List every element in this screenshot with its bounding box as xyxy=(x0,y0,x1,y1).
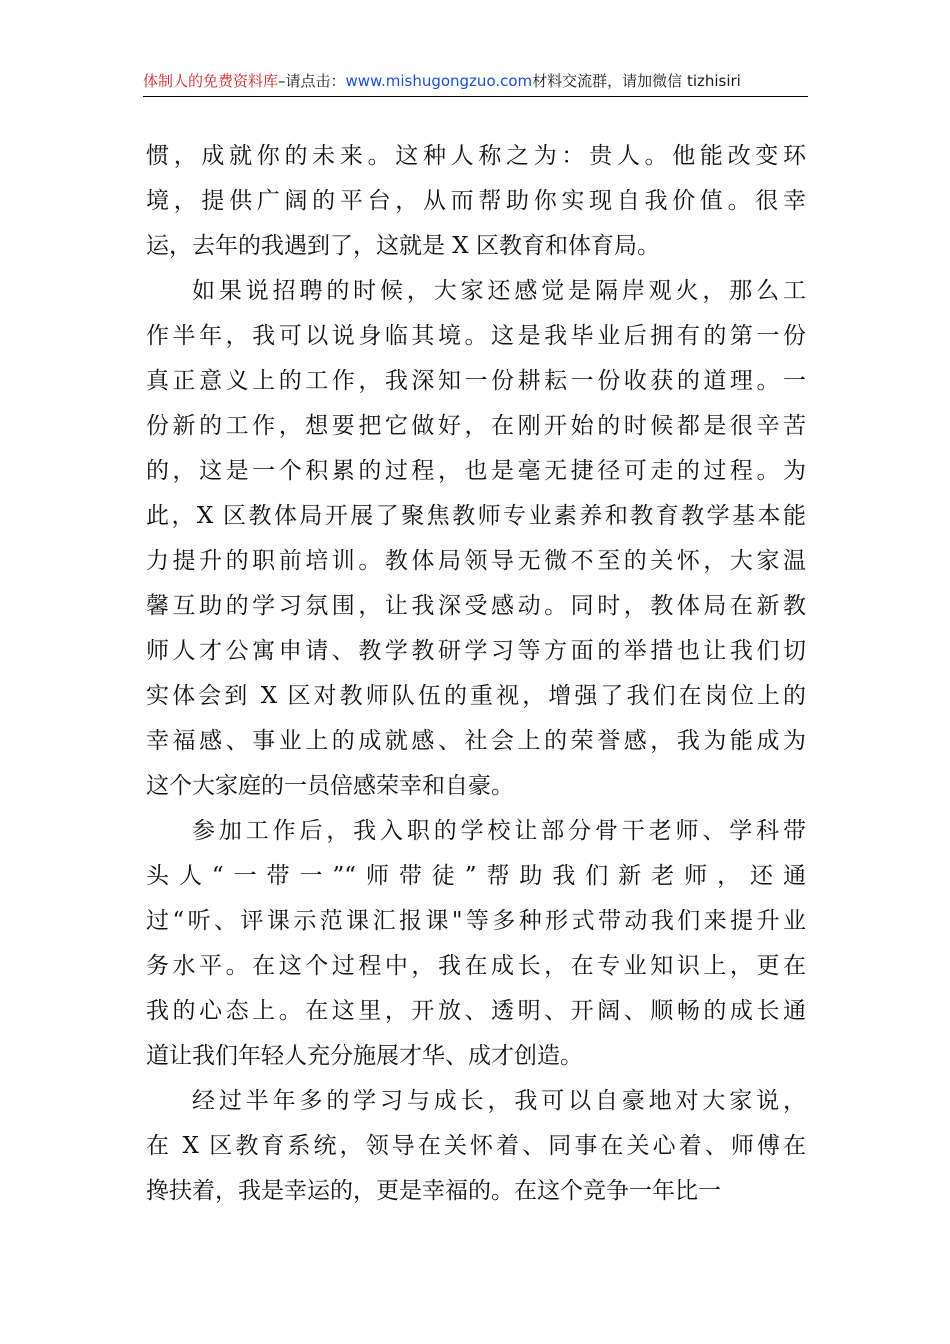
text-line: 运，去年的我遇到了，这就是 X 区教育和体育局。 xyxy=(146,233,660,259)
page-header xyxy=(143,66,808,96)
text-line: 务水平。在这个过程中，我在成长，在专业知识上，更在 xyxy=(146,953,806,979)
text-line: 搀扶着，我是幸运的，更是幸福的。在这个竞争一年比一 xyxy=(146,1178,721,1204)
text-line: 我的心态上。在这里，开放、透明、开阔、顺畅的成长通 xyxy=(146,998,806,1024)
text-line: 如果说招聘的时候，大家还感觉是隔岸观火，那么工 xyxy=(192,278,806,304)
paragraph xyxy=(146,269,806,809)
header-prompt: –请点击： xyxy=(278,72,346,90)
text-line: 师人才公寓申请、教学教研学习等方面的举措也让我们切 xyxy=(146,638,806,664)
text-line: 在 X 区教育系统，领导在关怀着、同事在关心着、师傅在 xyxy=(146,1133,806,1159)
text-line: 幸福感、事业上的成就感、社会上的荣誉感，我为能成为 xyxy=(146,728,806,754)
text-line: 惯，成就你的未来。这种人称之为：贵人。他能改变环 xyxy=(146,143,806,169)
text-line: 的，这是一个积累的过程，也是毫无捷径可走的过程。为 xyxy=(146,458,806,484)
header-url-link[interactable]: www.mishugongzuo.com xyxy=(345,72,533,90)
header-brand: 体制人的免费资料库 xyxy=(143,72,279,90)
document-body xyxy=(146,134,806,1214)
text-line: 真正意义上的工作，我深知一份耕耘一份收获的道理。一 xyxy=(146,368,806,394)
paragraph xyxy=(146,809,806,1079)
text-line: 过“听、评课示范课汇报课"等多种形式带动我们来提升业 xyxy=(146,908,806,934)
text-line: 作半年，我可以说身临其境。这是我毕业后拥有的第一份 xyxy=(146,323,806,349)
text-line: 道让我们年轻人充分施展才华、成才创造。 xyxy=(146,1043,583,1069)
text-line: 头人“一带一”“师带徒”帮助我们新老师，还通 xyxy=(146,863,806,889)
paragraph xyxy=(146,134,806,269)
paragraph xyxy=(146,1079,806,1214)
text-line: 经过半年多的学习与成长，我可以自豪地对大家说， xyxy=(192,1088,806,1114)
text-line: 力提升的职前培训。教体局领导无微不至的关怀，大家温 xyxy=(146,548,806,574)
header-divider xyxy=(143,96,808,97)
text-line: 境，提供广阔的平台，从而帮助你实现自我价值。很幸 xyxy=(146,188,806,214)
header-tail: 材料交流群，请加微信 tizhisiri xyxy=(532,72,741,90)
text-line: 此，X 区教体局开展了聚焦教师专业素养和教育教学基本能 xyxy=(146,503,806,529)
text-line: 实体会到 X 区对教师队伍的重视，增强了我们在岗位上的 xyxy=(146,683,806,709)
text-line: 参加工作后，我入职的学校让部分骨干老师、学科带 xyxy=(192,818,806,844)
text-line: 这个大家庭的一员倍感荣幸和自豪。 xyxy=(146,773,514,799)
text-line: 馨互助的学习氛围，让我深受感动。同时，教体局在新教 xyxy=(146,593,806,619)
text-line: 份新的工作，想要把它做好，在刚开始的时候都是很辛苦 xyxy=(146,413,806,439)
